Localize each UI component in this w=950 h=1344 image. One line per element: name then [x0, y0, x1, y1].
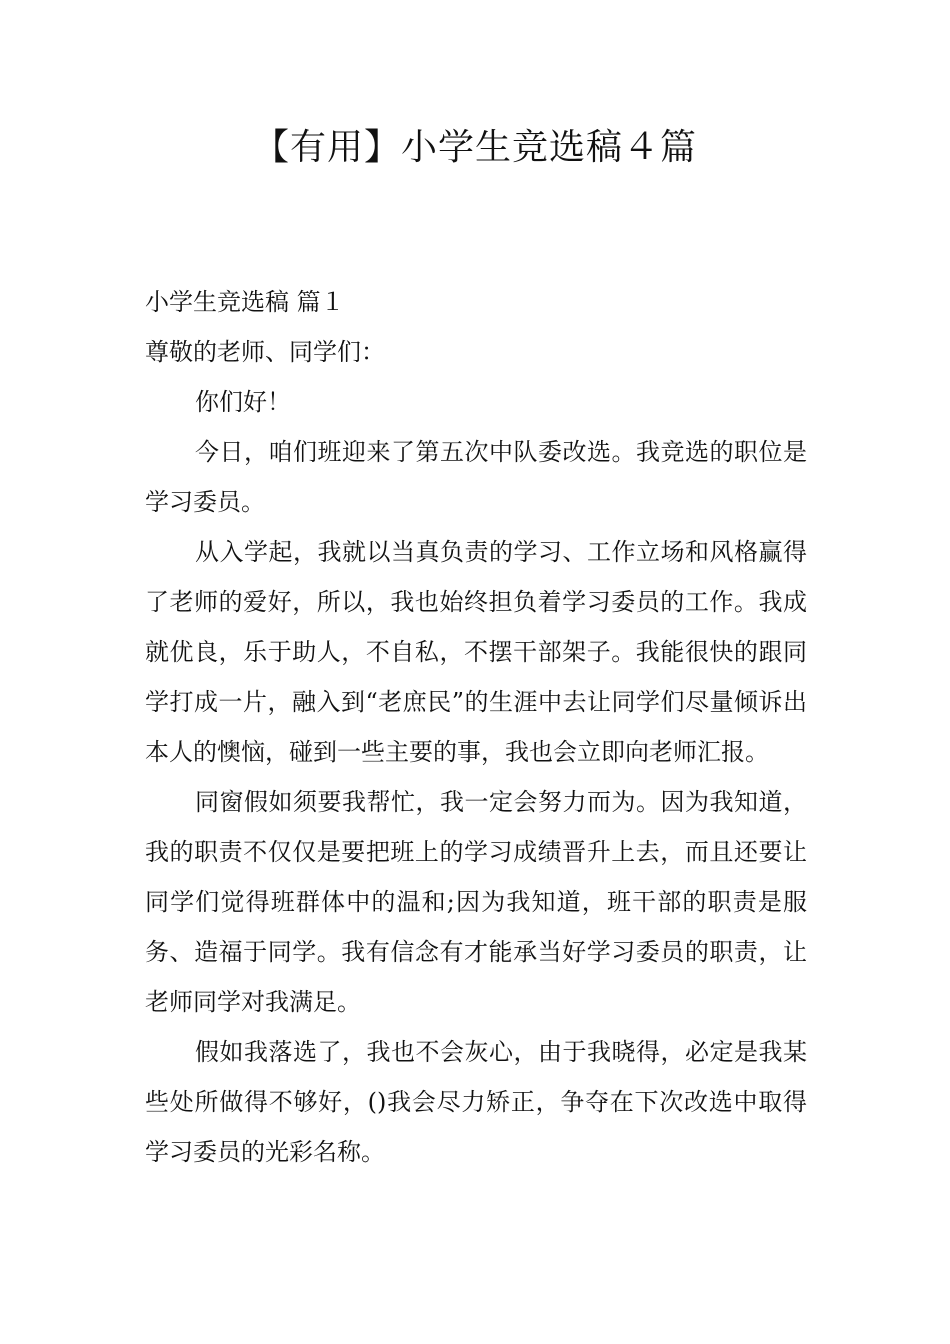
salutation: 尊敬的老师、同学们：	[145, 338, 385, 366]
paragraph-commitment: 同窗假如须要我帮忙，我一定会努力而为。因为我知道，我的职责不仅仅是要把班上的学习成绩晋升上去，而且还要让同学们觉得班群体中的温和;因为我知道，班干部的职责是服务、造福于同学。我有信念有才能承当好学习委员的职责，让老师同学对我满足。	[145, 788, 807, 1016]
document-title: 【有用】小学生竞选稿４篇	[252, 127, 697, 168]
document-body	[145, 277, 807, 1177]
paragraph-greeting: 你们好！	[195, 388, 291, 416]
paragraph-experience: 从入学起，我就以当真负责的学习、工作立场和风格赢得了老师的爱好，所以，我也始终担负着学习委员的工作。我成就优良，乐于助人，不自私，不摆干部架子。我能很快的跟同学打成一片，融入到“老庶民”的生涯中去让同学们尽量倾诉出本人的懊恼，碰到一些主要的事，我也会立即向老师汇报。	[145, 538, 807, 766]
paragraph-intro: 今日，咱们班迎来了第五次中队委改选。我竞选的职位是学习委员。	[145, 438, 807, 516]
paragraph-closing: 假如我落选了，我也不会灰心，由于我晓得，必定是我某些处所做得不够好，()我会尽力矫正，争夺在下次改选中取得学习委员的光彩名称。	[145, 1038, 807, 1166]
section-heading: 小学生竞选稿 篇１	[145, 288, 345, 316]
